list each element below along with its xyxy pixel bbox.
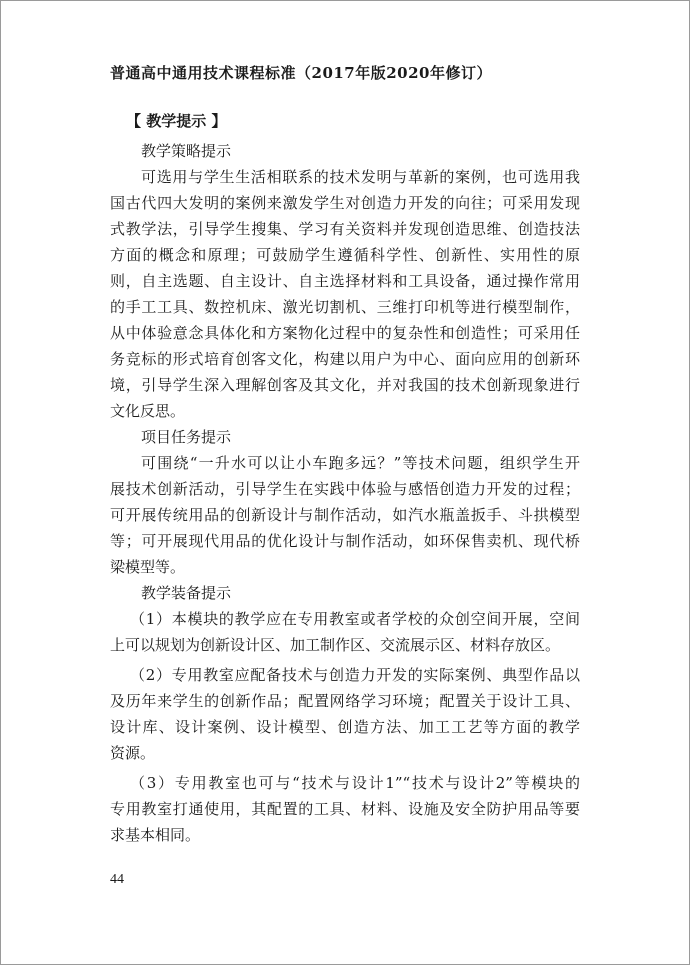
text-line: （1）本模块的教学应在专用教室或者学校的众创空间开展，空间 [130, 610, 580, 628]
sub-heading-equipment: 教学装备提示 [141, 584, 232, 602]
text-line: 梁模型等。 [110, 558, 186, 576]
text-line: 可围绕“一升水可以让小车跑多远？”等技术问题，组织学生开 [141, 454, 580, 472]
text-line: 方面的概念和原理；可鼓励学生遵循科学性、创新性、实用性的原 [110, 246, 580, 264]
text-line: （3）专用教室也可与“技术与设计1”“技术与设计2”等模块的 [130, 774, 580, 792]
text-line: （2）专用教室应配备技术与创造力开发的实际案例、典型作品以 [130, 666, 580, 684]
running-header: 普通高中通用技术课程标准（2017年版2020年修订） [110, 64, 492, 82]
text-line: 上可以规划为创新设计区、加工制作区、交流展示区、材料存放区。 [110, 636, 561, 654]
page-content [110, 108, 580, 848]
text-line: 从中体验意念具体化和方案物化过程中的复杂性和创造性；可采用任 [110, 324, 580, 342]
text-line: 式教学法，引导学生搜集、学习有关资料并发现创造思维、创造技法 [110, 220, 580, 238]
text-line: 求基本相同。 [110, 826, 201, 844]
text-line: 资源。 [110, 744, 156, 762]
text-line: 展技术创新活动，引导学生在实践中体验与感悟创造力开发的过程； [110, 480, 580, 498]
text-line: 可选用与学生生活相联系的技术发明与革新的案例，也可选用我 [141, 168, 580, 186]
paragraph-project [110, 450, 580, 580]
text-line: 则，自主选题、自主设计、自主选择材料和工具设备，通过操作常用 [110, 272, 580, 290]
text-line: 的手工工具、数控机床、激光切割机、三维打印机等进行模型制作， [110, 298, 580, 316]
page-number: 44 [110, 872, 124, 887]
sub-heading-project: 项目任务提示 [141, 428, 232, 446]
text-line: 等；可开展现代用品的优化设计与制作活动，如环保售卖机、现代桥 [110, 532, 580, 550]
text-line: 可开展传统用品的创新设计与制作活动，如汽水瓶盖扳手、斗拱模型 [110, 506, 580, 524]
text-line: 及历年来学生的创新作品；配置网络学习环境；配置关于设计工具、 [110, 692, 580, 710]
paragraph-equipment-3 [110, 770, 580, 848]
paragraph-equipment-1 [110, 606, 580, 658]
text-line: 设计库、设计案例、设计模型、创造方法、加工工艺等方面的教学 [110, 718, 580, 736]
text-line: 务竞标的形式培育创客文化，构建以用户为中心、面向应用的创新环 [110, 350, 580, 368]
paragraph-equipment-2 [110, 662, 580, 766]
section-title: 【 教学提示 】 [126, 112, 227, 130]
paragraph-strategy [110, 164, 580, 424]
text-line: 专用教室打通使用，其配置的工具、材料、设施及安全防护用品等要 [110, 800, 580, 818]
text-line: 境，引导学生深入理解创客及其文化，并对我国的技术创新现象进行 [110, 376, 580, 394]
sub-heading-strategy: 教学策略提示 [141, 142, 232, 160]
text-line: 国古代四大发明的案例来激发学生对创造力开发的向往；可采用发现 [110, 194, 580, 212]
text-line: 文化反思。 [110, 402, 186, 420]
